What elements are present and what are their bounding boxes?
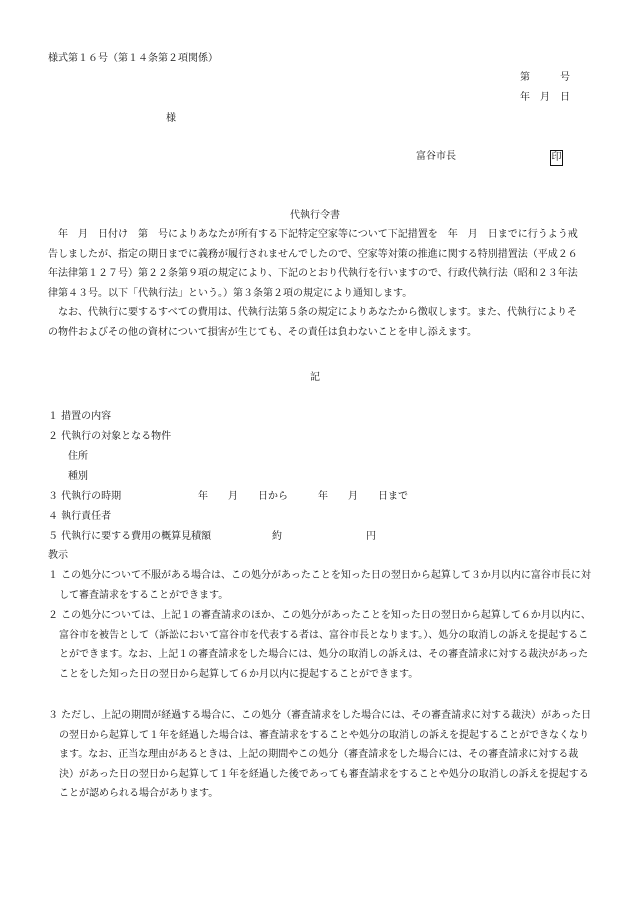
ki-heading: 記 — [310, 372, 320, 383]
notice-heading: 教示 — [48, 550, 68, 561]
document-number-line: 第 号 — [520, 72, 570, 83]
notice-1: １ この処分について不服がある場合は、この処分があったことを知った日の翌日から起算して３か月以内に富谷市長に対して審査請求をすることができます。 — [48, 570, 591, 601]
period-to: 年 月 日まで — [318, 491, 408, 502]
notice-3: ３ ただし、上記の期間が経過する場合に、この処分（審査請求をした場合には、その審査請求に対する裁決）があった日の翌日から起算して１年を経過した場合は、審査請求をすることや処分の取消しの訴えを提起することができなくなります。なお、正当な理由があるときは、上記の期間やこの処分（審査請求をした場合には、その審査請求に対する裁決）があった日の翌日から起算して１年を経過した後であっても審査請求をすることや処分の取消しの訴えを提起することが認められる場合があります。 — [48, 710, 592, 799]
cost-yen-label: 円 — [366, 531, 376, 542]
issuer-name: 富谷市長 — [416, 151, 456, 162]
item-2-target: ２ 代執行の対象となる物件 — [48, 431, 172, 442]
item-1-measure: １ 措置の内容 — [48, 411, 112, 422]
cost-approx-label: 約 — [272, 531, 282, 542]
official-seal: 印 — [550, 150, 563, 166]
date-line: 年 月 日 — [520, 92, 570, 103]
item-4-responsible-person: ４ 執行責任者 — [48, 511, 112, 522]
body-paragraph-2: なお、代執行に要するすべての費用は、代執行法第５条の規定によりあなたから徴収します。また、代執行によりその物件およびその他の資材について損害が生じても、その責任は負わないことを申し添えます。 — [48, 307, 577, 338]
item-5-cost-estimate: ５ 代執行に要する費用の概算見積額 — [48, 531, 212, 542]
addressee-suffix: 様 — [166, 113, 176, 124]
notice-2: ２ この処分については、上記１の審査請求のほか、この処分があったことを知った日の翌日から起算して６か月以内に、富谷市を被告として（訴訟において富谷市を代表する者は、富谷市長となります。）、処分の取消しの訴えを提起することができます。なお、上記１の審査請求をした場合には、処分の取消しの訴えは、その審査請求に対する裁決があったことをした知った日の翌日から起算して６か月以内に提起することができます。 — [48, 610, 591, 680]
address-label: 住所 — [68, 451, 88, 462]
document-title: 代執行令書 — [290, 210, 340, 221]
period-from: 年 月 日から — [198, 491, 288, 502]
form-number: 様式第１６号（第１４条第２項関係） — [48, 53, 218, 64]
item-3-period: ３ 代執行の時期 — [48, 491, 122, 502]
type-label: 種別 — [68, 471, 88, 482]
body-paragraph-1: 年 月 日付け 第 号によりあなたが所有する下記特定空家等について下記措置を 年 月 日までに行うよう戒告しましたが、指定の期日までに義務が履行されませんでしたので、空家等対策の推進に関する特別措置法（平成２６年法律第１２７号）第２２条第９項の規定により、下記のとおり代執行を行いますので、行政代執行法（昭和２３年法律第４３号。以下「代執行法」という。）第３条第２項の規定により通知します。 — [48, 229, 578, 299]
